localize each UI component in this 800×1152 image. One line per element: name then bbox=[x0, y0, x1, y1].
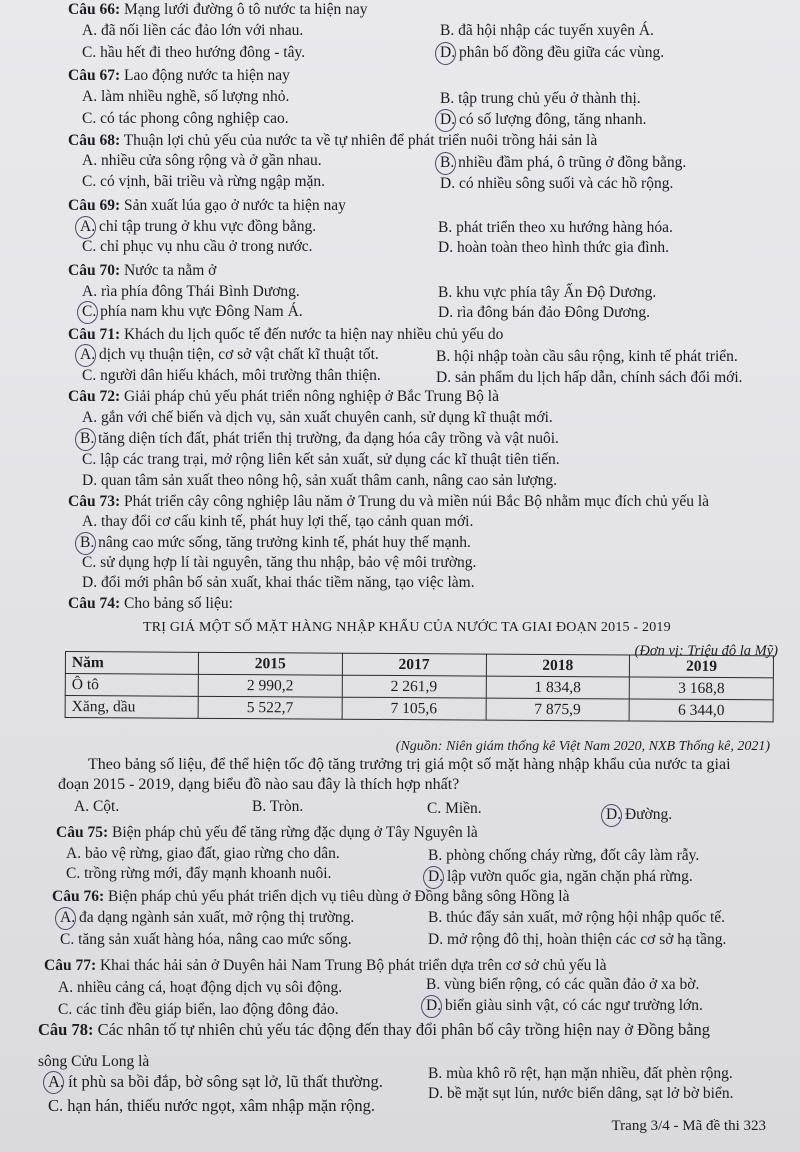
text: Câu 72: bbox=[68, 388, 121, 405]
text: Miền. bbox=[445, 800, 482, 817]
option-70-d bbox=[438, 303, 650, 323]
option-74-c bbox=[427, 799, 482, 819]
option-72-d bbox=[82, 471, 557, 491]
option-letter: A. bbox=[82, 409, 98, 426]
text: hoàn toàn theo hình thức gia đình. bbox=[456, 239, 669, 256]
option-67-d bbox=[440, 110, 646, 130]
question-70 bbox=[68, 261, 216, 281]
text: 2017 bbox=[342, 653, 486, 676]
text: làm nhiều nghề, số lượng nhỏ. bbox=[100, 88, 290, 105]
option-68-a bbox=[82, 151, 322, 171]
text: mở rộng đô thị, hoàn thiện các cơ sở hạ tầng. bbox=[446, 931, 727, 948]
option-75-a bbox=[66, 844, 340, 864]
option-letter: D. bbox=[82, 574, 98, 591]
text: hạn hán, thiếu nước ngọt, xâm nhập mặn rộng. bbox=[67, 1096, 375, 1115]
text: nâng cao mức sống, tăng trưởng kinh tế, phát huy thế mạnh. bbox=[98, 534, 471, 551]
text: gắn với chế biến và dịch vụ, sản xuất chuyên canh, sử dụng kĩ thuật mới. bbox=[100, 409, 553, 426]
option-68-d bbox=[440, 174, 673, 194]
option-75-d bbox=[428, 867, 693, 887]
answer-mark-circle: D. bbox=[606, 806, 622, 823]
text: 2 990,2 bbox=[198, 674, 342, 697]
option-74-d bbox=[606, 805, 672, 825]
text: lập vườn quốc gia, ngăn chặn phá rừng. bbox=[446, 868, 693, 885]
option-letter: C. bbox=[66, 865, 81, 882]
text: đã hội nhập các tuyến xuyên Á. bbox=[458, 22, 654, 39]
option-letter: A. bbox=[82, 152, 98, 169]
option-letter: C. bbox=[58, 1001, 73, 1018]
answer-mark-circle: B. bbox=[80, 534, 95, 551]
text: tăng sản xuất hàng hóa, nâng cao mức sống. bbox=[78, 931, 352, 948]
text: Câu 74: bbox=[68, 595, 121, 612]
text: 2018 bbox=[486, 654, 630, 677]
text: nhiều cảng cá, hoạt động dịch vụ sôi động. bbox=[76, 979, 343, 996]
option-73-c bbox=[82, 553, 476, 573]
option-letter: C. bbox=[427, 800, 442, 817]
option-71-d bbox=[436, 368, 743, 388]
text: rìa đông bán đảo Đông Dương. bbox=[456, 304, 651, 321]
option-letter: A. bbox=[82, 88, 98, 105]
text: 2 261,9 bbox=[342, 675, 486, 698]
answer-mark-circle: D. bbox=[426, 997, 442, 1014]
text: trồng rừng mới, đẩy mạnh khoanh nuôi. bbox=[84, 865, 332, 882]
option-78-a bbox=[48, 1072, 383, 1092]
text: có tác phong công nghiệp cao. bbox=[100, 110, 289, 127]
option-letter: B. bbox=[428, 1065, 443, 1082]
question-78 bbox=[38, 1020, 710, 1040]
option-67-a bbox=[82, 87, 289, 107]
text: Câu 78: bbox=[38, 1020, 94, 1039]
text: 2015 bbox=[198, 652, 342, 675]
option-letter: C. bbox=[82, 367, 97, 384]
text: Ô tô bbox=[65, 674, 198, 697]
text: phân bố đồng đều giữa các vùng. bbox=[458, 44, 665, 61]
answer-mark-circle: A. bbox=[80, 218, 96, 235]
option-77-a bbox=[58, 978, 342, 998]
option-letter: B. bbox=[440, 90, 455, 107]
option-letter: B. bbox=[428, 847, 443, 864]
question-66 bbox=[68, 0, 368, 20]
option-letter: B. bbox=[438, 219, 453, 236]
text: lập các trang trại, mở rộng liên kết sản xuất, sử dụng các kĩ thuật tiên tiến. bbox=[100, 451, 560, 468]
text: biển giàu sinh vật, có các ngư trường lớn. bbox=[444, 997, 703, 1014]
answer-mark-circle: D. bbox=[440, 44, 456, 61]
option-69-d bbox=[438, 238, 669, 258]
option-letter: C. bbox=[48, 1096, 64, 1115]
text: nhiều cửa sông rộng và ở gần nhau. bbox=[100, 152, 322, 169]
text: phía nam khu vực Đông Nam Á. bbox=[100, 303, 303, 320]
text: 1 834,8 bbox=[486, 676, 630, 699]
option-letter: B. bbox=[428, 909, 443, 926]
question-72 bbox=[68, 387, 499, 407]
text: Câu 76: bbox=[52, 888, 105, 905]
text: Tròn. bbox=[269, 798, 304, 815]
text: bảo vệ rừng, giao đất, giao rừng cho dân. bbox=[84, 845, 340, 862]
option-letter: C. bbox=[82, 238, 97, 255]
answer-mark-circle: D. bbox=[428, 868, 444, 885]
question-74-prompt-line1: Theo bảng số liệu, để thể hiện tốc độ tăng trưởng trị giá một số mặt hàng nhập khẩu của nước ta giai bbox=[88, 756, 731, 773]
table-source: (Nguồn: Niên giám thống kê Việt Nam 2020, NXB Thống kê, 2021) bbox=[395, 739, 770, 754]
text: có số lượng đông, tăng nhanh. bbox=[458, 111, 647, 128]
table-row bbox=[65, 696, 773, 722]
option-73-b bbox=[80, 533, 471, 553]
option-letter: B. bbox=[438, 284, 453, 301]
text: Biện pháp chủ yếu phát triển dịch vụ tiêu dùng ở Đồng bằng sông Hồng là bbox=[107, 888, 570, 905]
option-letter: C. bbox=[82, 110, 97, 127]
option-69-c bbox=[82, 237, 313, 257]
page-footer: Trang 3/4 - Mã đề thi 323 bbox=[611, 1118, 766, 1134]
text: Giải pháp chủ yếu phát triển nông nghiệp ở Bắc Trung Bộ là bbox=[123, 388, 499, 405]
text: Đường. bbox=[624, 806, 673, 823]
text: thúc đẩy sản xuất, mở rộng hội nhập quốc tế. bbox=[446, 909, 726, 926]
text: Nước ta nằm ở bbox=[123, 262, 217, 279]
option-68-c bbox=[82, 172, 325, 192]
answer-mark-circle: B. bbox=[440, 154, 455, 171]
option-66-b bbox=[440, 21, 654, 41]
text: ít phù sa bồi đắp, bờ sông sạt lở, lũ thất thường. bbox=[68, 1072, 383, 1091]
text: Câu 68: bbox=[68, 132, 121, 149]
option-76-a bbox=[60, 908, 354, 928]
option-letter: A. bbox=[74, 798, 90, 815]
text: sử dụng hợp lí tài nguyên, tăng thu nhập, bảo vệ môi trường. bbox=[100, 554, 477, 571]
text: tăng diện tích đất, phát triển thị trường, đa dạng hóa cây trồng và vật nuôi. bbox=[98, 430, 559, 447]
text: có nhiều sông suối và các hồ rộng. bbox=[458, 175, 674, 192]
option-78-c bbox=[48, 1096, 375, 1116]
text: đổi mới phân bố sản xuất, khai thác tiềm năng, tạo việc làm. bbox=[100, 574, 475, 591]
text: đã nối liền các đảo lớn với nhau. bbox=[100, 22, 304, 39]
option-letter: C. bbox=[60, 931, 75, 948]
text: Các nhân tố tự nhiên chủ yếu tác động đến thay đổi phân bố cây trồng hiện nay ở Đồng bằng bbox=[97, 1020, 711, 1039]
option-67-b bbox=[440, 89, 641, 109]
text: Câu 69: bbox=[68, 197, 121, 214]
text: các tỉnh đều giáp biển, lao động đông đảo. bbox=[76, 1001, 339, 1018]
option-letter: A. bbox=[58, 979, 74, 996]
text: sản phẩm du lịch hấp dẫn, chính sách đổi mới. bbox=[454, 369, 743, 386]
option-71-a bbox=[80, 345, 379, 365]
text: Khách du lịch quốc tế đến nước ta hiện nay nhiều chủ yếu do bbox=[123, 326, 504, 343]
option-letter: C. bbox=[82, 173, 97, 190]
text: thay đổi cơ cấu kinh tế, phát huy lợi thế, tạo cảnh quan mới. bbox=[100, 513, 474, 530]
option-66-c bbox=[82, 43, 305, 63]
table-unit: (Đơn vị: Triệu đô la Mỹ) bbox=[634, 643, 778, 659]
text: 7 105,6 bbox=[342, 697, 486, 720]
text: Câu 67: bbox=[68, 67, 121, 84]
option-75-b bbox=[428, 846, 699, 866]
question-78-line2: sông Cửu Long là bbox=[38, 1053, 150, 1070]
answer-mark-circle: D. bbox=[440, 111, 456, 128]
option-66-d bbox=[440, 43, 664, 63]
option-letter: B. bbox=[440, 22, 455, 39]
text: Biện pháp chủ yếu để tăng rừng đặc dụng ở Tây Nguyên là bbox=[111, 824, 478, 841]
option-letter: A. bbox=[82, 22, 98, 39]
question-67 bbox=[68, 66, 290, 86]
text: Câu 71: bbox=[68, 326, 121, 343]
text: người dân hiếu khách, môi trường thân thiện. bbox=[100, 367, 381, 384]
text: chỉ phục vụ nhu cầu ở trong nước. bbox=[100, 238, 313, 255]
text: Khai thác hải sản ở Duyên hải Nam Trung Bộ phát triển dựa trên cơ sở chủ yếu là bbox=[99, 957, 607, 974]
option-letter: C. bbox=[82, 451, 97, 468]
option-67-c bbox=[82, 109, 289, 129]
option-70-a bbox=[82, 282, 300, 302]
option-72-c bbox=[82, 450, 560, 470]
text: rìa phía đông Thái Bình Dương. bbox=[100, 283, 300, 300]
option-74-a bbox=[74, 797, 119, 817]
text: Cột. bbox=[92, 798, 120, 815]
text: Phát triển cây công nghiệp lâu năm ở Trung du và miền núi Bắc Bộ nhằm mục đích chủ yếu là bbox=[123, 493, 710, 510]
option-73-d bbox=[82, 573, 475, 593]
question-75 bbox=[56, 823, 478, 843]
option-letter: A. bbox=[82, 513, 98, 530]
text: tập trung chủ yếu ở thành thị. bbox=[458, 90, 641, 107]
text: bề mặt sụt lún, nước biển dâng, sạt lở bờ biển. bbox=[446, 1085, 734, 1102]
question-77 bbox=[44, 956, 606, 976]
option-74-b bbox=[252, 797, 303, 817]
option-73-a bbox=[82, 512, 473, 532]
answer-mark-circle: C. bbox=[82, 303, 97, 320]
question-74-prompt-line2: đoạn 2015 - 2019, dạng biểu đồ nào sau đây là thích hợp nhất? bbox=[58, 776, 460, 793]
text: 2019 bbox=[630, 655, 774, 678]
text: chỉ tập trung ở khu vực đồng bằng. bbox=[98, 218, 317, 235]
option-68-b bbox=[440, 153, 686, 173]
option-70-c bbox=[82, 302, 303, 322]
text: 3 168,8 bbox=[629, 677, 773, 700]
option-72-a bbox=[82, 408, 553, 428]
text: Mạng lưới đường ô tô nước ta hiện nay bbox=[123, 1, 368, 18]
answer-mark-circle: A. bbox=[80, 346, 96, 363]
text: Xăng, dầu bbox=[65, 696, 198, 719]
answer-mark-circle: B. bbox=[80, 430, 95, 447]
text: dịch vụ thuận tiện, cơ sở vật chất kĩ thuật tốt. bbox=[98, 346, 379, 363]
text: 6 344,0 bbox=[629, 699, 773, 722]
text: khu vực phía tây Ấn Độ Dương. bbox=[456, 284, 657, 301]
question-73 bbox=[68, 492, 709, 512]
question-74 bbox=[68, 594, 233, 614]
option-letter: D. bbox=[438, 304, 454, 321]
option-77-c bbox=[58, 1000, 339, 1020]
option-letter: D. bbox=[436, 369, 452, 386]
option-69-a bbox=[80, 217, 316, 237]
option-76-b bbox=[428, 908, 725, 928]
question-68 bbox=[68, 131, 597, 151]
option-76-d bbox=[428, 930, 726, 950]
text: Năm bbox=[65, 652, 198, 675]
option-letter: D. bbox=[438, 239, 454, 256]
text: vùng biển rộng, có các quần đảo ở xa bờ. bbox=[444, 976, 700, 993]
table-title: TRỊ GIÁ MỘT SỐ MẶT HÀNG NHẬP KHẨU CỦA NƯỚC TA GIAI ĐOẠN 2015 - 2019 bbox=[143, 620, 671, 635]
text: Cho bảng số liệu: bbox=[123, 595, 233, 612]
option-letter: A. bbox=[66, 845, 82, 862]
text: Sản xuất lúa gạo ở nước ta hiện nay bbox=[123, 197, 346, 214]
option-letter: D. bbox=[428, 931, 444, 948]
text: hầu hết đi theo hướng đông - tây. bbox=[100, 44, 306, 61]
option-letter: D. bbox=[82, 472, 98, 489]
text: Lao động nước ta hiện nay bbox=[123, 67, 290, 84]
option-78-d bbox=[428, 1084, 734, 1104]
option-78-b bbox=[428, 1064, 733, 1084]
option-77-d bbox=[426, 996, 703, 1016]
option-letter: C. bbox=[82, 44, 97, 61]
text: 7 875,9 bbox=[486, 698, 630, 721]
text: đa dạng ngành sản xuất, mở rộng thị trường. bbox=[78, 909, 355, 926]
data-table bbox=[65, 651, 774, 722]
text: mùa khô rõ rệt, hạn mặn nhiều, đất phèn rộng. bbox=[446, 1065, 733, 1082]
text: Câu 66: bbox=[68, 1, 121, 18]
text: quan tâm sản xuất theo nông hộ, sản xuất thâm canh, nâng cao sản lượng. bbox=[100, 472, 558, 489]
option-70-b bbox=[438, 283, 656, 303]
text: Câu 77: bbox=[44, 957, 97, 974]
text: Câu 70: bbox=[68, 262, 121, 279]
option-69-b bbox=[438, 218, 673, 238]
question-69 bbox=[68, 196, 346, 216]
option-letter: B. bbox=[252, 798, 267, 815]
text: 5 522,7 bbox=[198, 696, 342, 719]
answer-mark-circle: A. bbox=[60, 909, 76, 926]
option-77-b bbox=[426, 975, 699, 995]
text: Câu 75: bbox=[56, 824, 109, 841]
option-letter: A. bbox=[82, 283, 98, 300]
option-76-c bbox=[60, 930, 352, 950]
question-71 bbox=[68, 325, 503, 345]
option-letter: D. bbox=[440, 175, 456, 192]
option-71-b bbox=[436, 347, 738, 367]
option-letter: D. bbox=[428, 1085, 444, 1102]
answer-mark-circle: A. bbox=[48, 1072, 65, 1091]
text: phát triển theo xu hướng hàng hóa. bbox=[456, 219, 673, 236]
text: phòng chống cháy rừng, đốt cây làm rẫy. bbox=[446, 847, 700, 864]
option-75-c bbox=[66, 864, 331, 884]
text: nhiều đầm phá, ô trũng ở đồng bằng. bbox=[458, 154, 687, 171]
text: hội nhập toàn cầu sâu rộng, kinh tế phát triển. bbox=[454, 348, 738, 365]
option-66-a bbox=[82, 21, 303, 41]
option-letter: C. bbox=[82, 554, 97, 571]
text: có vịnh, bãi triều và rừng ngập mặn. bbox=[100, 173, 326, 190]
text: Thuận lợi chủ yếu của nước ta về tự nhiên để phát triển nuôi trồng hải sản là bbox=[123, 132, 598, 149]
option-72-b bbox=[80, 429, 559, 449]
option-letter: B. bbox=[436, 348, 451, 365]
option-71-c bbox=[82, 366, 381, 386]
option-letter: B. bbox=[426, 976, 441, 993]
question-76 bbox=[52, 887, 569, 907]
text: Câu 73: bbox=[68, 493, 121, 510]
